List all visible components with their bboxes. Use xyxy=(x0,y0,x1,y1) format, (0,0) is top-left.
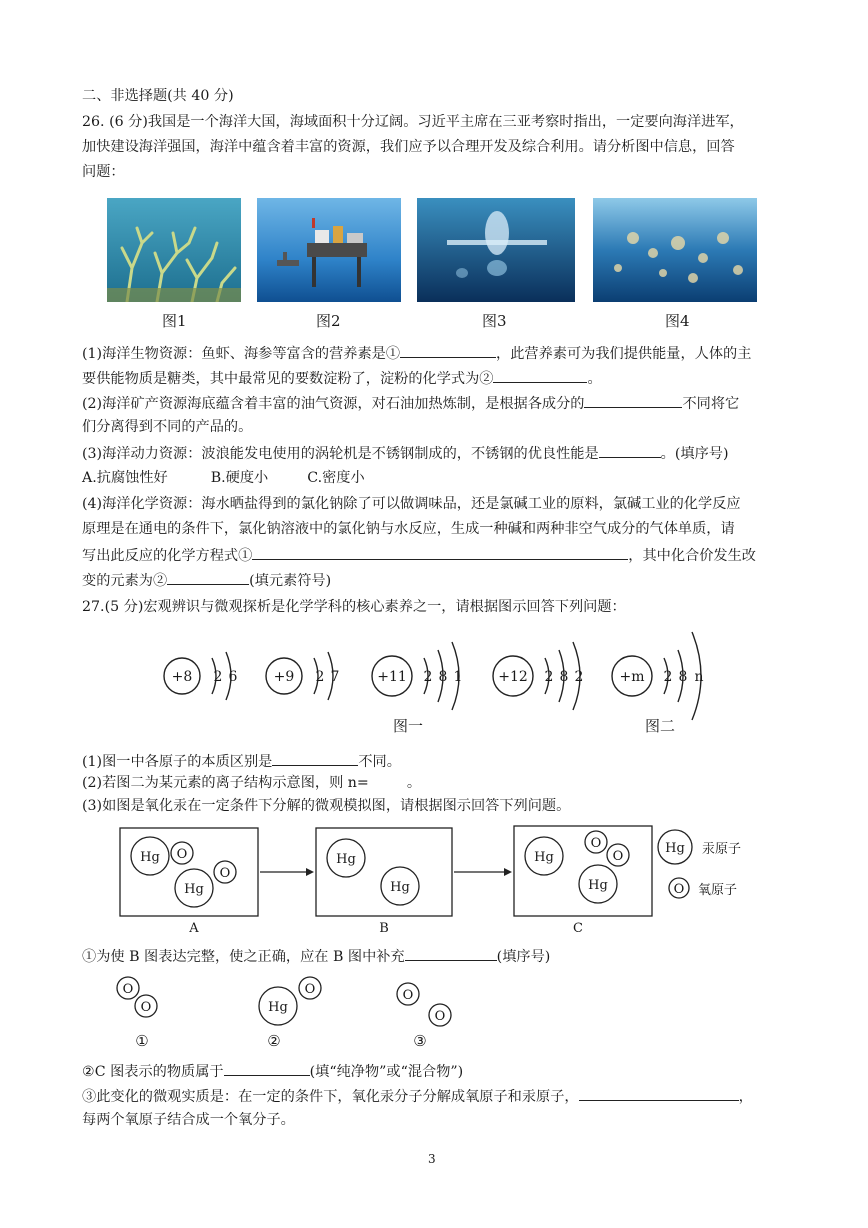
section-title: 二、非选择题(共 40 分) xyxy=(82,88,234,104)
text: (2)海洋矿产资源海底蕴含着丰富的油气资源，对石油加热炼制，是根据各成分的 xyxy=(82,396,585,412)
shell-label: 8 xyxy=(678,669,688,685)
o-atom-label: O xyxy=(612,849,624,864)
q26-p4-line3 xyxy=(82,545,756,565)
o-atom-label: O xyxy=(122,982,134,997)
option-2-label: ② xyxy=(267,1032,281,1050)
oil-platform-photo xyxy=(257,198,401,302)
text: ， xyxy=(738,1089,753,1105)
ocean-fish-photo xyxy=(593,198,757,302)
text: (1)海洋生物资源：鱼虾、海参等富含的营养素是① xyxy=(82,346,401,362)
shell-label: 8 xyxy=(559,669,569,685)
q26-p1-line2 xyxy=(82,368,602,388)
o-atom-label: O xyxy=(176,847,188,862)
option-molecule-diagrams xyxy=(100,970,480,1054)
nucleus-label: +8 xyxy=(171,669,193,685)
atom-structure-diagrams xyxy=(150,628,720,738)
text: ②C 图表示的物质属于 xyxy=(82,1064,224,1080)
nucleus-label: +12 xyxy=(498,669,528,685)
text: 不同将它 xyxy=(682,396,740,412)
o-atom-label: O xyxy=(304,982,316,997)
caption-fig2: 图2 xyxy=(316,312,341,330)
text: (填元素符号) xyxy=(249,573,332,589)
text: 要供能物质是糖类，其中最常见的要数淀粉了，淀粉的化学式为② xyxy=(82,371,494,387)
answer-blank[interactable] xyxy=(579,1086,739,1101)
figure-two-caption: 图二 xyxy=(644,717,676,735)
legend-hg-symbol: Hg xyxy=(665,841,685,856)
hg-atom-label: Hg xyxy=(140,850,160,865)
shell-label: 6 xyxy=(228,669,238,685)
box-a-label: A xyxy=(189,921,199,936)
caption-fig1: 图1 xyxy=(162,312,187,330)
nucleus-label: +9 xyxy=(273,669,295,685)
shell-label: 7 xyxy=(330,669,340,685)
q27-c2 xyxy=(82,1061,463,1081)
q27-intro: 27.(5 分)宏观辨识与微观探析是化学学科的核心素养之一，请根据图示回答下列问题： xyxy=(82,599,626,615)
text: (填“纯净物”或“混合物”) xyxy=(309,1064,464,1080)
shell-label: 2 xyxy=(574,669,584,685)
q27-c3 xyxy=(82,1086,753,1106)
shell-label: 2 xyxy=(315,669,325,685)
answer-blank[interactable] xyxy=(400,343,496,358)
nucleus-label: +m xyxy=(619,669,645,685)
answer-blank[interactable] xyxy=(405,946,497,961)
box-c-label: C xyxy=(573,921,583,936)
text: 变的元素为② xyxy=(82,573,168,589)
option-a: A.抗腐蚀性好 xyxy=(82,470,168,486)
underwater-station-photo xyxy=(417,198,575,302)
text: 不同。 xyxy=(358,754,401,770)
answer-blank[interactable] xyxy=(599,443,661,458)
shell-label: 2 xyxy=(213,669,223,685)
q27-s3: (3)如图是氧化汞在一定条件下分解的微观模拟图，请根据图示回答下列问题。 xyxy=(82,798,571,814)
q26-p3-options xyxy=(82,469,365,487)
q26-p2-line1 xyxy=(82,393,739,413)
nucleus-label: +11 xyxy=(377,669,407,685)
hg-atom-label: Hg xyxy=(588,878,608,893)
text: (1)图一中各原子的本质区别是 xyxy=(82,754,273,770)
q27-c1 xyxy=(82,946,550,966)
page-number: 3 xyxy=(428,1152,436,1166)
hg-atom-label: Hg xyxy=(390,880,410,895)
hg-atom-label: Hg xyxy=(268,1000,288,1015)
q26-p4-line4 xyxy=(82,570,331,590)
o-atom-label: O xyxy=(590,836,602,851)
answer-blank[interactable] xyxy=(272,751,358,766)
hg-atom-label: Hg xyxy=(534,850,554,865)
shell-label: n xyxy=(694,669,704,685)
shell-label: 2 xyxy=(423,669,433,685)
hg-atom-label: Hg xyxy=(184,882,204,897)
caption-fig4: 图4 xyxy=(665,312,690,330)
text: (2)若图二为某元素的离子结构示意图，则 n= xyxy=(82,775,369,791)
option-c: C.密度小 xyxy=(307,470,365,486)
q26-intro-line1: 26. (6 分)我国是一个海洋大国，海域面积十分辽阔。习近平主席在三亚考察时指出，一定要向海洋进军， xyxy=(82,114,744,130)
q26-p2-line2: 们分离得到不同的产品的。 xyxy=(82,419,253,435)
o-atom-label: O xyxy=(219,866,231,881)
o-atom-label: O xyxy=(140,1000,152,1015)
text: 写出此反应的化学方程式① xyxy=(82,548,253,564)
legend-o-label: 氧原子 xyxy=(698,883,738,898)
q26-p4-line2: 原理是在通电的条件下，氯化钠溶液中的氯化钠与水反应，生成一种碱和两种非空气成分的气体单质，请 xyxy=(82,521,735,537)
q26-intro-line3: 问题： xyxy=(82,164,125,180)
text: ，其中化合价发生改 xyxy=(628,548,756,564)
q26-p4-line1: (4)海洋化学资源：海水晒盐得到的氯化钠除了可以做调味品，还是氯碱工业的原料，氯碱工业的化学反应 xyxy=(82,496,741,512)
text: ①为使 B 图表达完整，使之正确，应在 B 图中补充 xyxy=(82,949,405,965)
answer-blank[interactable] xyxy=(167,570,249,585)
legend-o-symbol: O xyxy=(673,882,685,897)
legend-hg-label: 汞原子 xyxy=(702,842,742,857)
q26-p3-line1 xyxy=(82,443,729,463)
q27-c3-line2: 每两个氧原子结合成一个氧分子。 xyxy=(82,1112,295,1128)
text: (3)海洋动力资源：波浪能发电使用的涡轮机是不锈钢制成的，不锈钢的优良性能是 xyxy=(82,446,599,462)
text: (填序号) xyxy=(496,949,551,965)
shell-label: 8 xyxy=(438,669,448,685)
shell-label: 2 xyxy=(663,669,673,685)
text: ，此营养素可为我们提供能量，人体的主 xyxy=(496,346,752,362)
arrowhead xyxy=(306,868,314,876)
hg-atom-label: Hg xyxy=(336,852,356,867)
shell-label: 1 xyxy=(453,669,463,685)
q27-s2 xyxy=(82,774,421,792)
arrowhead xyxy=(504,868,512,876)
answer-blank[interactable] xyxy=(493,368,587,383)
o-atom-label: O xyxy=(402,988,414,1003)
answer-blank[interactable] xyxy=(224,1061,310,1076)
text: 。(填序号) xyxy=(660,446,729,462)
box-b-label: B xyxy=(379,921,389,936)
text: ③此变化的微观实质是：在一定的条件下，氧化汞分子分解成氧原子和汞原子， xyxy=(82,1089,579,1105)
o-atom-label: O xyxy=(434,1009,446,1024)
option-1-label: ① xyxy=(135,1032,149,1050)
figure-one-caption: 图一 xyxy=(392,717,424,735)
q26-p1-line1 xyxy=(82,343,751,363)
shell-label: 2 xyxy=(544,669,554,685)
text: 。 xyxy=(587,371,602,387)
text: 。 xyxy=(406,775,422,791)
q27-s1 xyxy=(82,751,401,771)
option-b: B.硬度小 xyxy=(210,470,269,486)
answer-blank[interactable] xyxy=(584,393,682,408)
answer-blank[interactable] xyxy=(252,545,628,560)
mercury-oxide-decomposition-diagram xyxy=(110,820,780,940)
caption-fig3: 图3 xyxy=(482,312,507,330)
q26-intro-line2: 加快建设海洋强国，海洋中蕴含着丰富的资源，我们应予以合理开发及综合利用。请分析图中信息，回答 xyxy=(82,139,735,155)
coral-reef-photo xyxy=(107,198,241,302)
option-3-label: ③ xyxy=(413,1032,427,1050)
